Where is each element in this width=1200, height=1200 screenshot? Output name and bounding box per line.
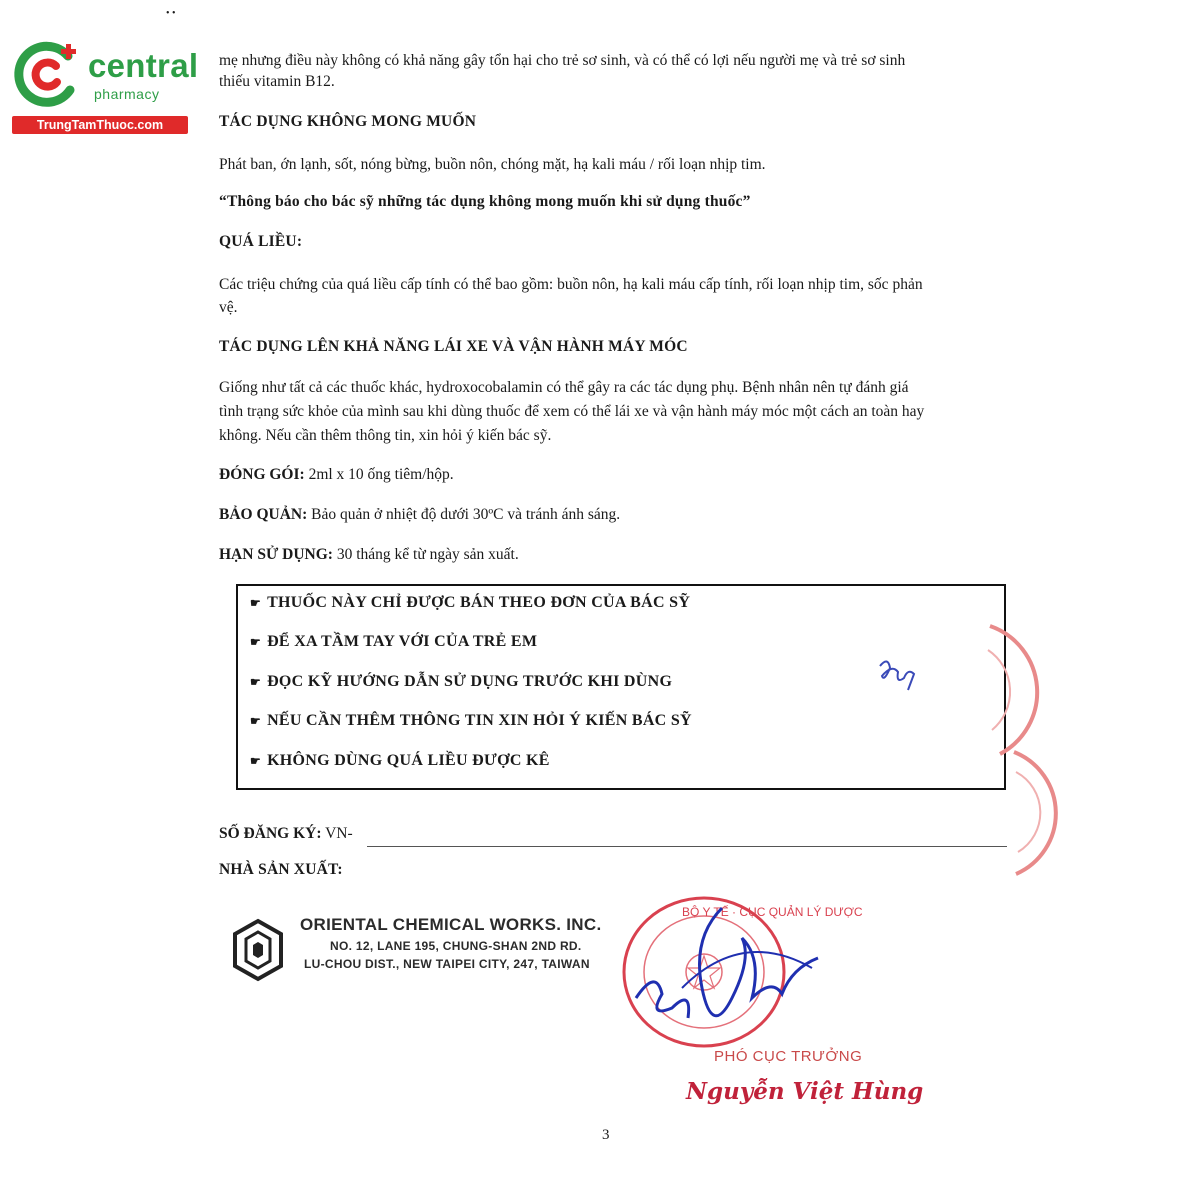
pointing-hand-icon: ☛ — [250, 596, 262, 610]
stamp-text: BỘ Y TẾ · CỤC QUẢN LÝ DƯỢC — [682, 905, 863, 919]
side-effects-notice: “Thông báo cho bác sỹ những tác dụng không mong muốn khi sử dụng thuốc” — [219, 193, 751, 210]
pointing-hand-icon: ☛ — [250, 714, 262, 728]
storage-value: Bảo quản ở nhiệt độ dưới 30ºC và tránh ánh sáng. — [311, 506, 621, 523]
page-number: 3 — [602, 1127, 610, 1143]
registration-underline — [367, 846, 1007, 847]
intro-line-2: thiếu vitamin B12. — [219, 73, 335, 90]
warning-item: ☛ ĐỂ XA TẦM TAY VỚI CỦA TRẺ EM — [250, 633, 538, 650]
manufacturer-label: NHÀ SẢN XUẤT: — [219, 861, 343, 878]
logo-name: central — [88, 47, 199, 84]
signer-title: PHÓ CỤC TRƯỞNG — [714, 1048, 863, 1065]
shelf-life-row — [219, 543, 519, 567]
driving-line-1: Giống như tất cả các thuốc khác, hydroxocobalamin có thể gây ra các tác dụng phụ. Bệnh nhân nên tự đánh giá — [219, 379, 909, 396]
overdose-heading: QUÁ LIỀU: — [219, 233, 303, 250]
pointing-hand-icon: ☛ — [250, 675, 262, 689]
manufacturer-logo — [232, 918, 284, 982]
overdose-line-2: vệ. — [219, 299, 238, 316]
packaging-row — [219, 463, 454, 487]
manufacturer-name: ORIENTAL CHEMICAL WORKS. INC. — [300, 915, 602, 934]
storage-row — [219, 503, 620, 527]
shelf-life-value: 30 tháng kể từ ngày sản xuất. — [336, 546, 519, 563]
storage-label: BẢO QUẢN: — [219, 506, 308, 523]
driving-line-2: tình trạng sức khỏe của mình sau khi dùng thuốc để xem có thể lái xe và vận hành máy móc một cách an toàn hay — [219, 403, 925, 420]
warning-item: ☛ THUỐC NÀY CHỈ ĐƯỢC BÁN THEO ĐƠN CỦA BÁC SỸ — [250, 594, 691, 611]
top-marks: • • — [166, 8, 176, 19]
warning-item: ☛ ĐỌC KỸ HƯỚNG DẪN SỬ DỤNG TRƯỚC KHI DÙNG — [250, 673, 673, 690]
initials-mark — [874, 654, 920, 694]
central-logo-icon — [10, 34, 90, 114]
driving-line-3: không. Nếu cần thêm thông tin, xin hỏi ý kiến bác sỹ. — [219, 427, 552, 444]
manufacturer-address-1: NO. 12, LANE 195, CHUNG-SHAN 2ND RD. — [330, 939, 582, 953]
registration-value: VN- — [325, 825, 353, 842]
overdose-line-1: Các triệu chứng của quá liều cấp tính có thể bao gồm: buồn nôn, hạ kali máu cấp tính, rối loạn nhịp tim, sốc phản — [219, 276, 923, 293]
registration-row — [219, 822, 353, 846]
warning-item: ☛ NẾU CẦN THÊM THÔNG TIN XIN HỎI Ý KIẾN BÁC SỸ — [250, 712, 692, 729]
pointing-hand-icon: ☛ — [250, 754, 262, 768]
logo-mark — [10, 34, 90, 114]
intro-line-1: mẹ nhưng điều này không có khả năng gây tổn hại cho trẻ sơ sinh, và có thể có lợi nếu người mẹ và trẻ sơ sinh — [219, 52, 906, 69]
stamp-fragment-right — [960, 620, 1020, 760]
manufacturer-address-2: LU-CHOU DIST., NEW TAIPEI CITY, 247, TAIWAN — [304, 957, 590, 971]
stamp-fragment-right-lower — [1002, 748, 1062, 878]
logo-subtitle: pharmacy — [94, 86, 160, 102]
packaging-value: 2ml x 10 ống tiêm/hộp. — [308, 466, 454, 483]
driving-heading: TÁC DỤNG LÊN KHẢ NĂNG LÁI XE VÀ VẬN HÀNH MÁY MÓC — [219, 338, 688, 355]
warning-item: ☛ KHÔNG DÙNG QUÁ LIỀU ĐƯỢC KÊ — [250, 752, 550, 769]
pointing-hand-icon: ☛ — [250, 635, 262, 649]
handwritten-signature — [622, 898, 832, 1048]
logo-website-badge[interactable]: TrungTamThuoc.com — [12, 116, 188, 134]
signer-name: Nguyễn Việt Hùng — [686, 1078, 924, 1105]
packaging-label: ĐÓNG GÓI: — [219, 466, 305, 483]
side-effects-heading: TÁC DỤNG KHÔNG MONG MUỐN — [219, 113, 477, 130]
side-effects-text: Phát ban, ớn lạnh, sốt, nóng bừng, buồn nôn, chóng mặt, hạ kali máu / rối loạn nhịp tim. — [219, 156, 766, 173]
shelf-life-label: HẠN SỬ DỤNG: — [219, 546, 333, 563]
registration-label: SỐ ĐĂNG KÝ: — [219, 825, 322, 842]
